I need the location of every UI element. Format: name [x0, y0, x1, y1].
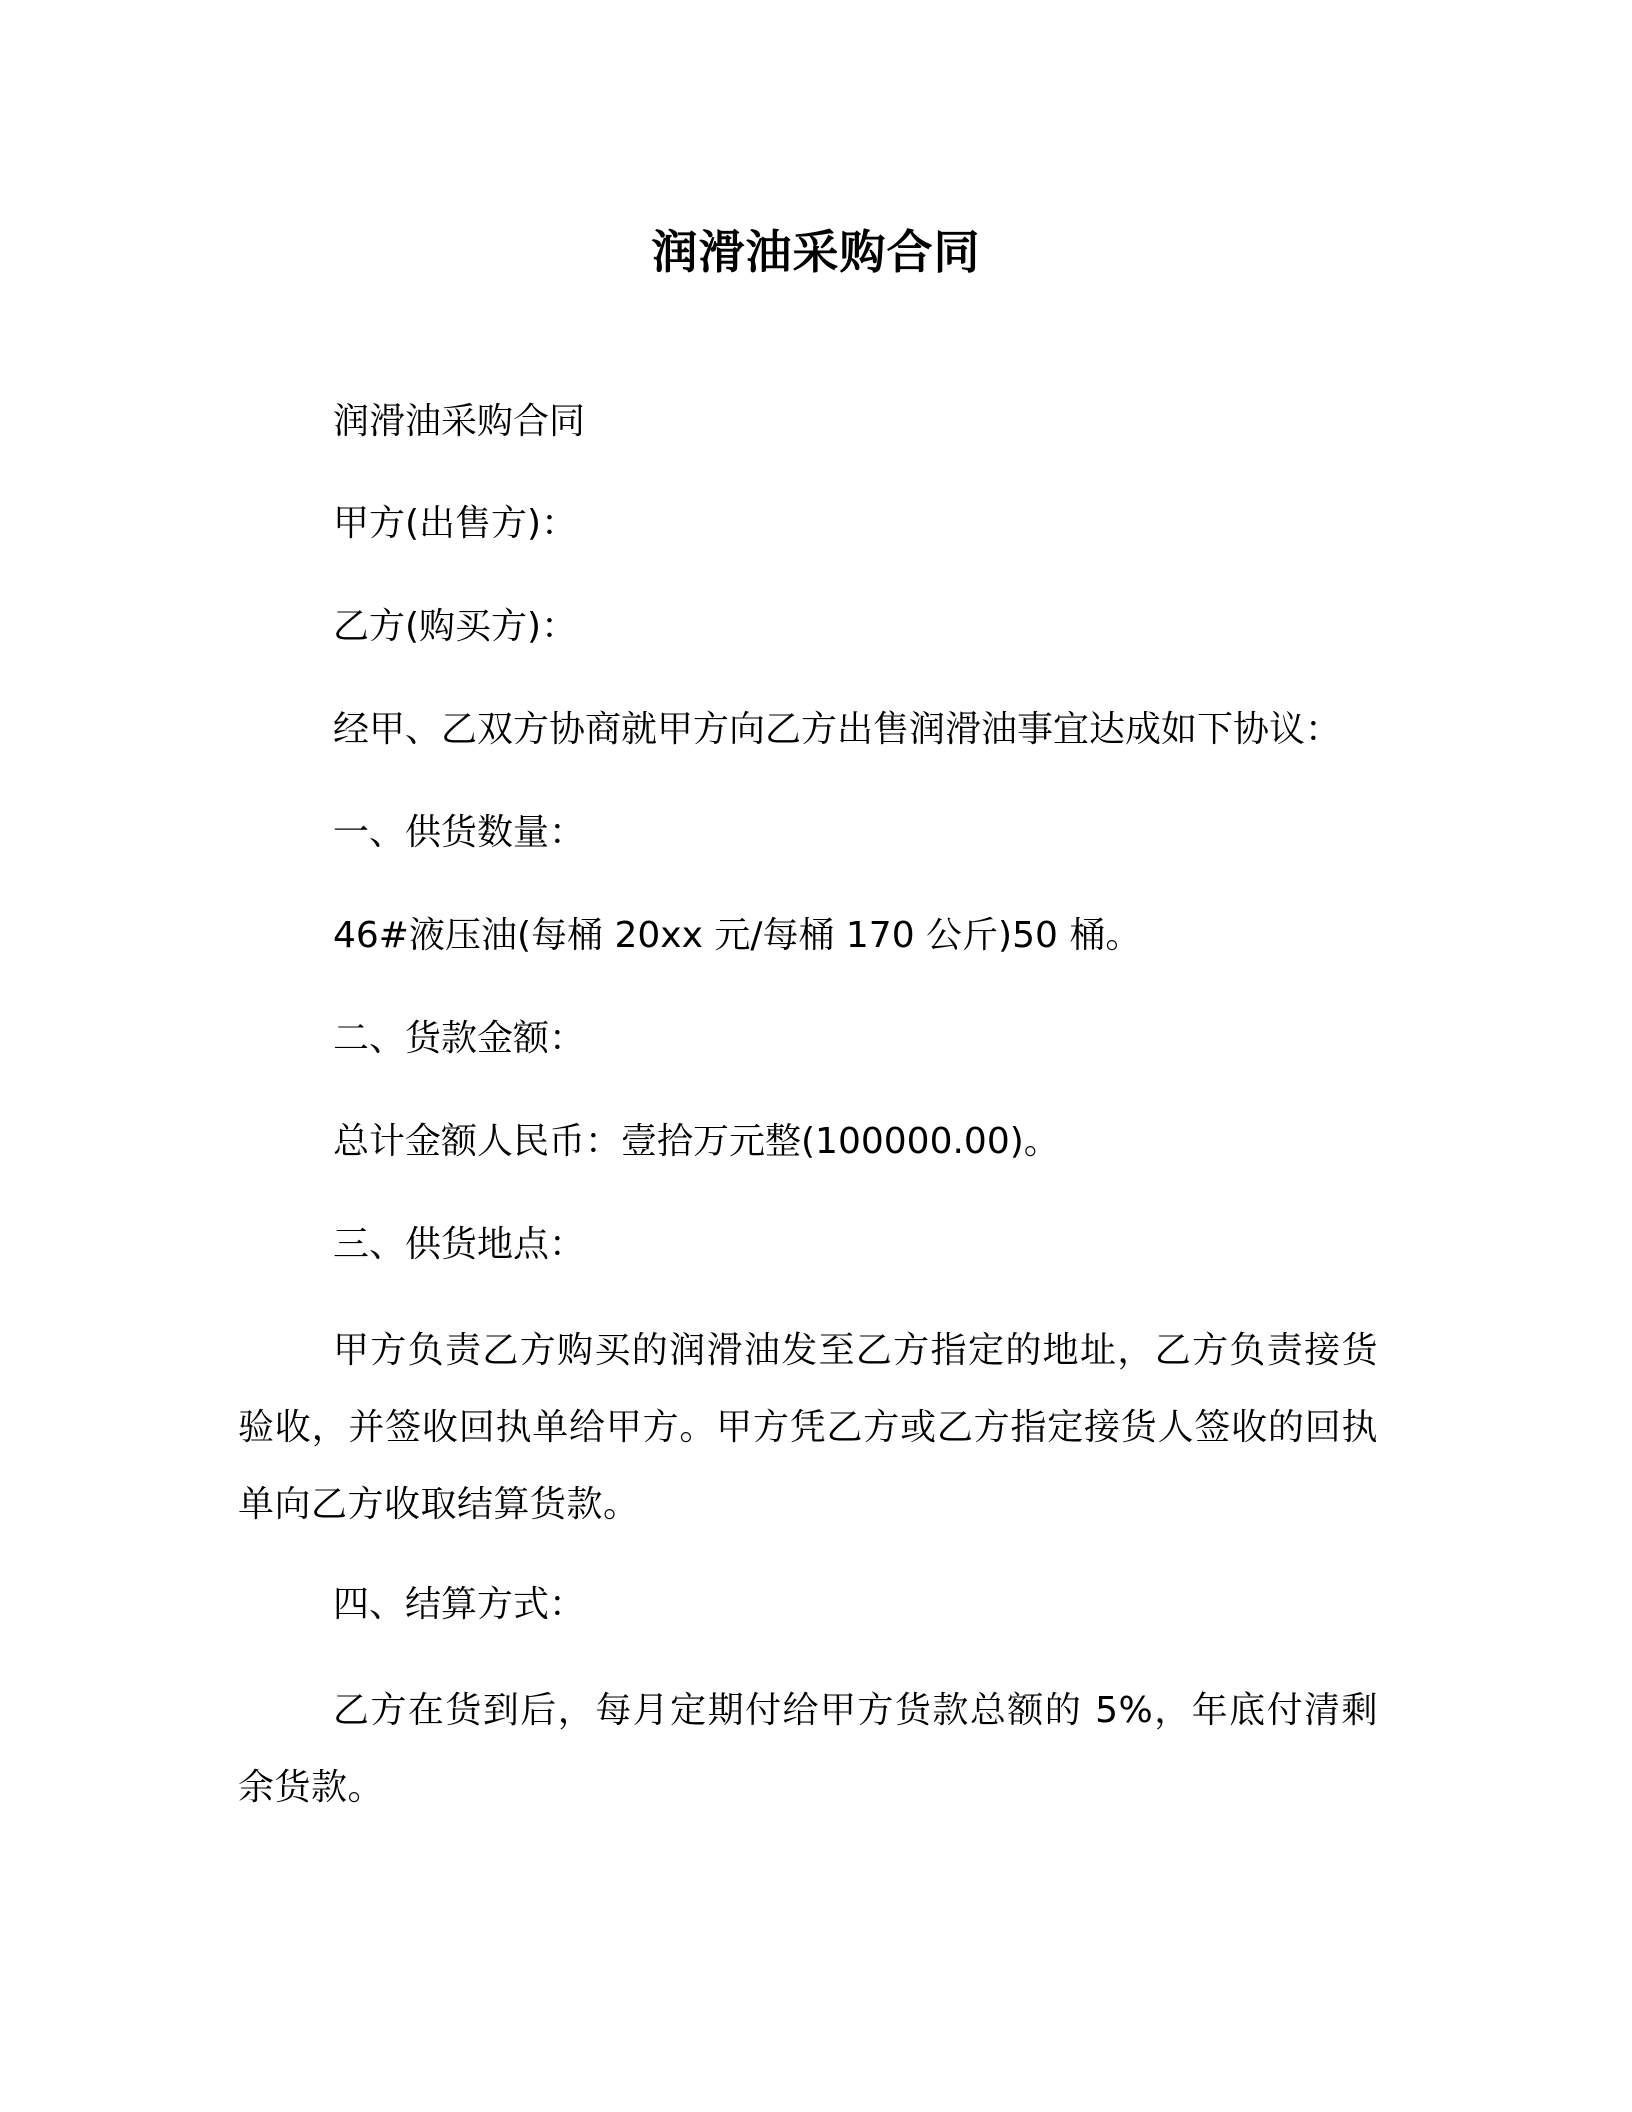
contract-name: 润滑油采购合同	[333, 401, 586, 442]
party-a-label: 甲方(出售方)：	[333, 503, 578, 544]
section-body-paragraph: 甲方负责乙方购买的润滑油发至乙方指定的地址，乙方负责接货验收，并签收回执单给甲方。甲方凭乙方或乙方指定接货人签收的回执单向乙方收取结算货款。	[238, 1330, 1378, 1525]
section-heading: 二、货款金额：	[333, 1018, 586, 1059]
section-heading: 三、供货地点：	[333, 1224, 586, 1265]
section-heading: 四、结算方式：	[333, 1584, 586, 1625]
section-body: 总计金额人民币：壹拾万元整(100000.00)。	[333, 1121, 1060, 1162]
document-title: 润滑油采购合同	[651, 225, 981, 279]
preamble: 经甲、乙双方协商就甲方向乙方出售润滑油事宜达成如下协议：	[333, 709, 1342, 750]
section-heading: 一、供货数量：	[333, 812, 586, 853]
section-body: 46#液压油(每桶 20xx 元/每桶 170 公斤)50 桶。	[333, 915, 1142, 956]
section-body-paragraph: 乙方在货到后，每月定期付给甲方货款总额的 5%，年底付清剩余货款。	[238, 1690, 1378, 1808]
party-b-label: 乙方(购买方)：	[333, 606, 578, 647]
